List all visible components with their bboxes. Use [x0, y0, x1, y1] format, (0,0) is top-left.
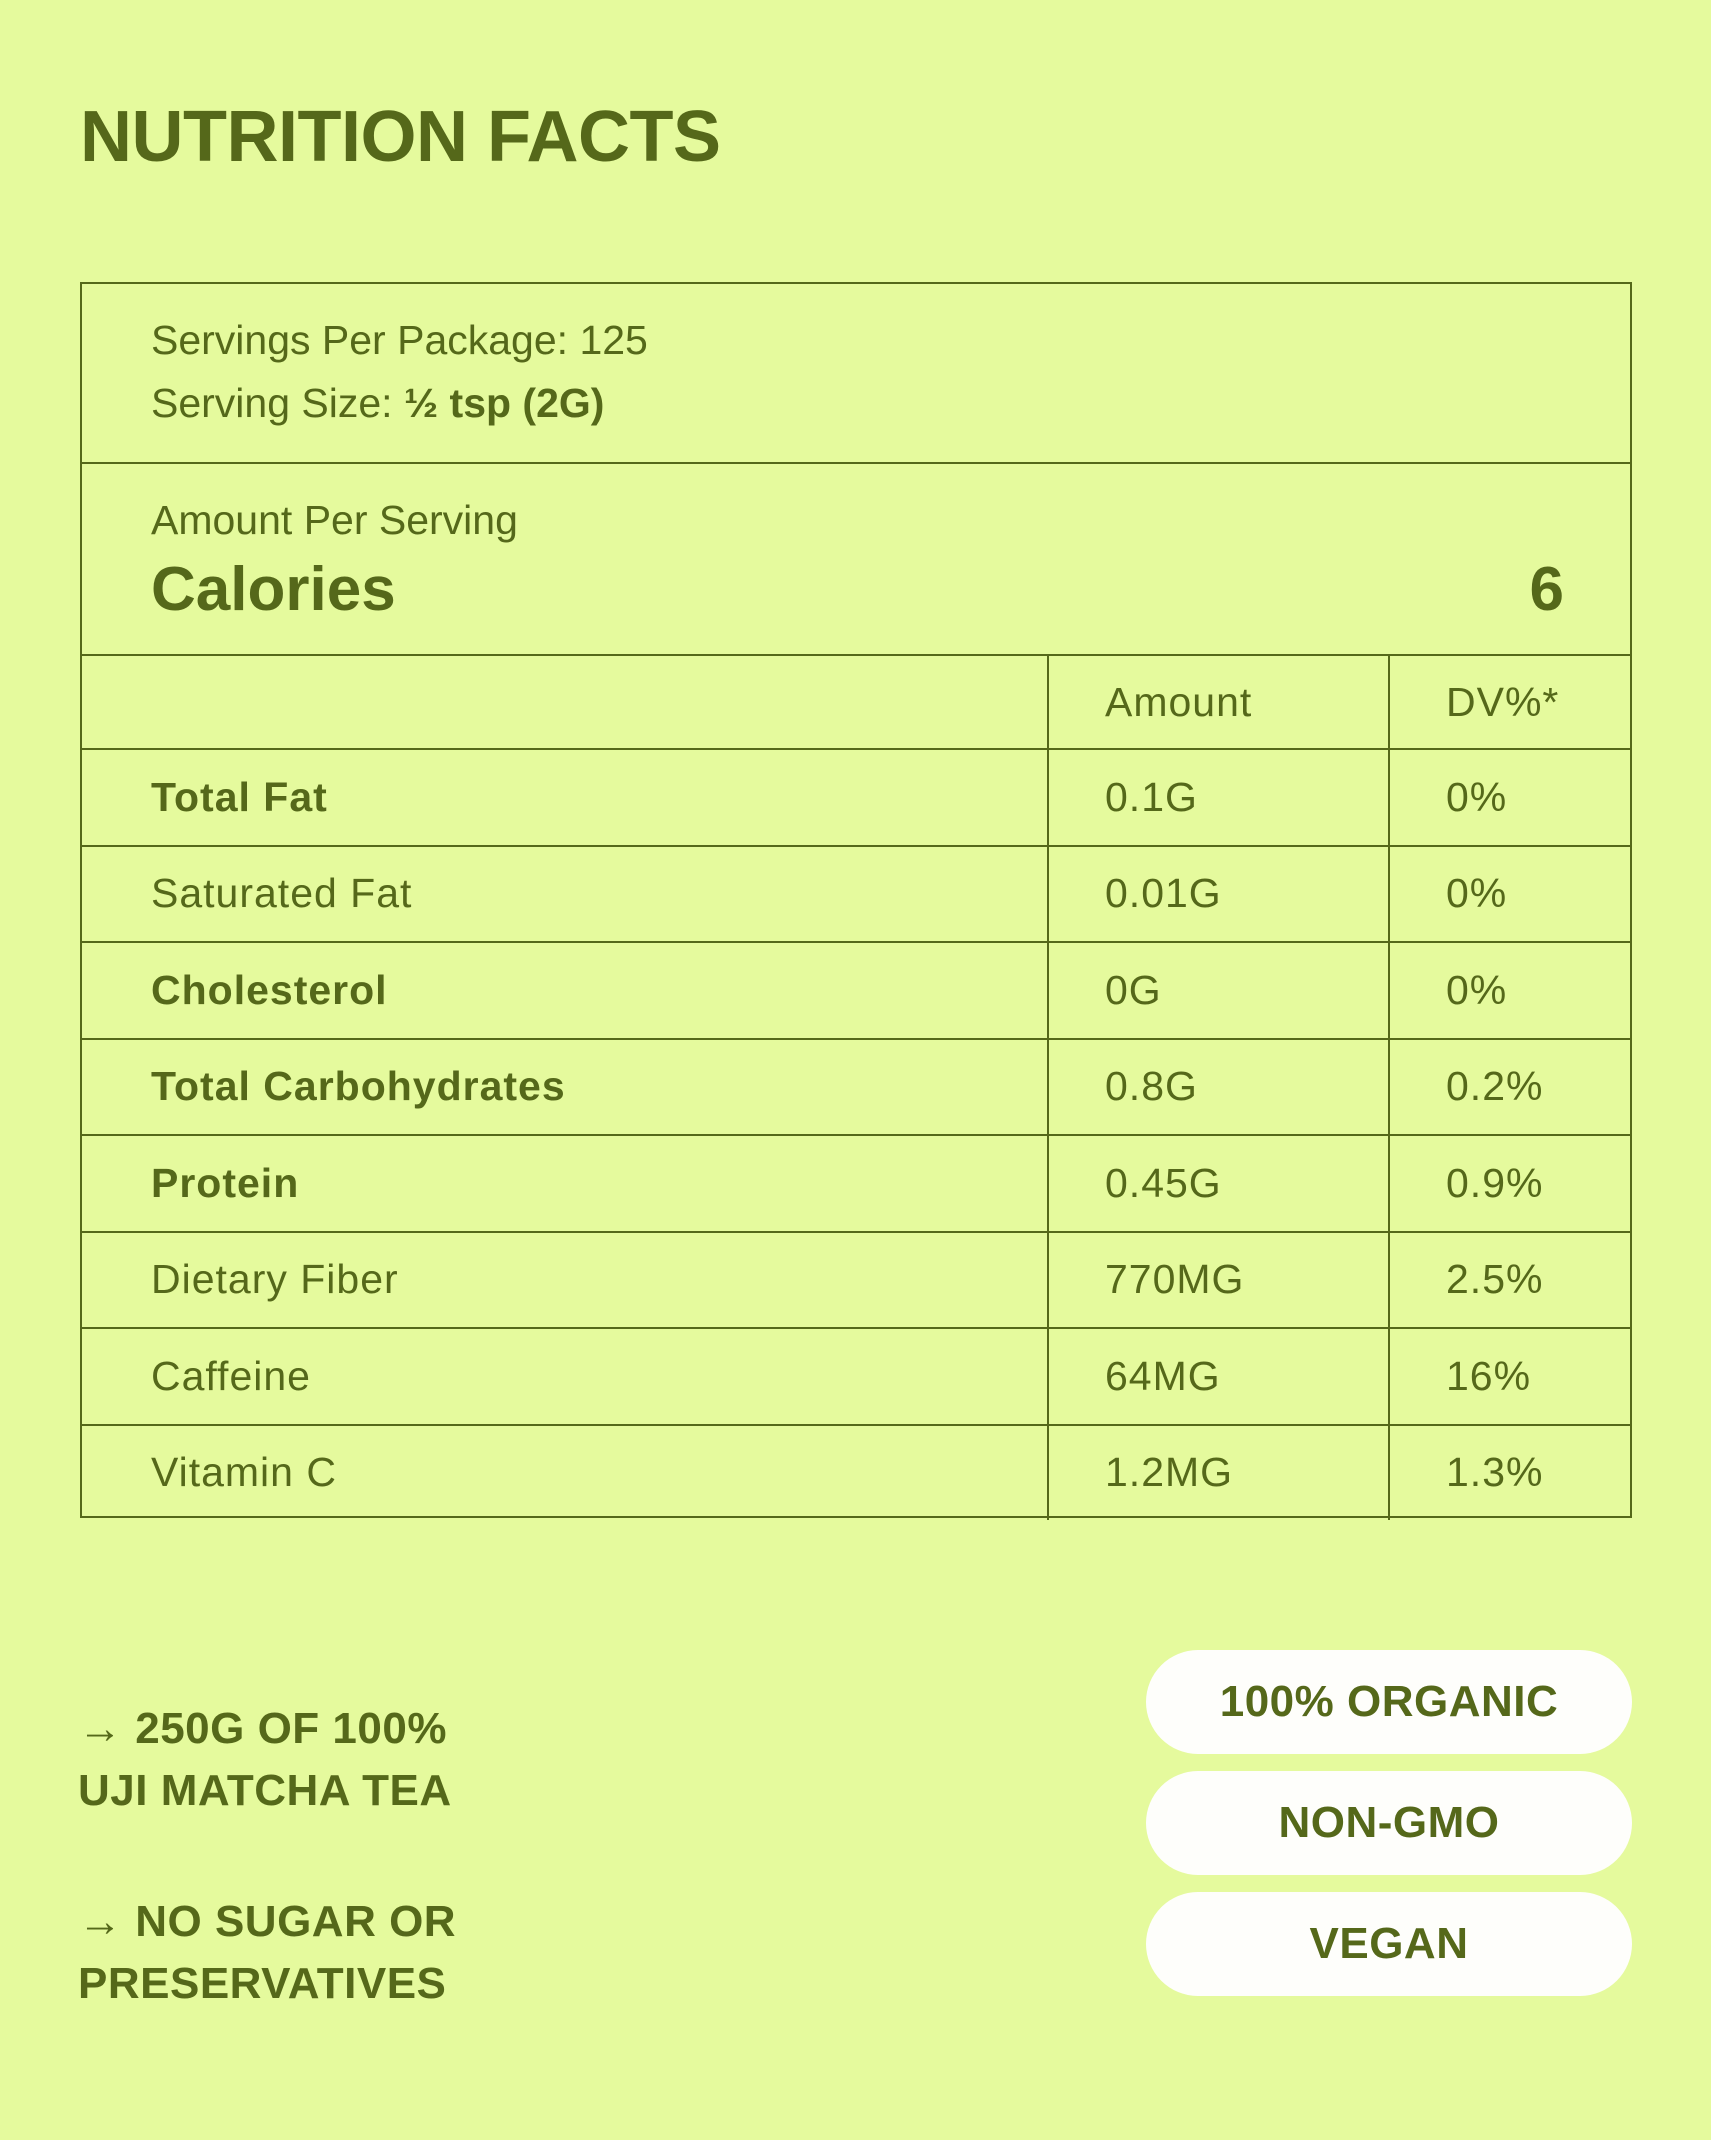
- badge-label: 100% ORGANIC: [1219, 1677, 1559, 1726]
- amount-column-header: Amount: [1047, 656, 1388, 748]
- table-header-row: [82, 654, 1630, 748]
- servings-per-package-line: Servings Per Package: 125: [151, 317, 648, 363]
- table-row: [82, 1134, 1630, 1231]
- nutrient-table: [82, 654, 1630, 1520]
- nutrient-dv: 16%: [1388, 1329, 1630, 1424]
- nutrient-dv: 0%: [1388, 943, 1630, 1038]
- nutrient-name: Saturated Fat: [151, 870, 413, 917]
- empty-header-cell: [82, 656, 1047, 748]
- serving-size-label: Serving Size:: [151, 380, 404, 426]
- nutrient-amount: 1.2MG: [1047, 1426, 1388, 1521]
- table-row: [82, 1038, 1630, 1135]
- nutrient-dv: 0.2%: [1388, 1040, 1630, 1135]
- note-line: UJI MATCHA TEA: [78, 1766, 452, 1816]
- calories-row: [151, 554, 1564, 625]
- page-title: NUTRITION FACTS: [80, 97, 721, 177]
- note-line: → NO SUGAR OR: [78, 1897, 457, 1946]
- amount-per-serving-label: Amount Per Serving: [151, 497, 518, 543]
- nutrient-name: Total Carbohydrates: [151, 1063, 566, 1110]
- note-line: → 250G OF 100%: [78, 1704, 447, 1753]
- nutrient-name: Caffeine: [151, 1352, 311, 1399]
- nutrient-amount: 64MG: [1047, 1329, 1388, 1424]
- nutrient-name: Vitamin C: [151, 1449, 337, 1496]
- table-row: [82, 1231, 1630, 1328]
- nutrient-name: Total Fat: [151, 773, 328, 820]
- nutrient-name: Protein: [151, 1159, 300, 1206]
- nutrient-amount: 0G: [1047, 943, 1388, 1038]
- table-row: [82, 845, 1630, 942]
- table-row: [82, 748, 1630, 845]
- table-row: [82, 1327, 1630, 1424]
- note-line: PRESERVATIVES: [78, 1959, 447, 2009]
- nutrient-name: Cholesterol: [151, 966, 388, 1013]
- nutrient-amount: 0.01G: [1047, 847, 1388, 942]
- serving-size-value: ½ tsp (2G): [403, 380, 605, 426]
- badge-label: VEGAN: [1309, 1919, 1469, 1968]
- calories-value: 6: [1529, 555, 1564, 624]
- note-no-sugar: [78, 1891, 456, 2015]
- nutrient-amount: 770MG: [1047, 1233, 1388, 1328]
- nutrition-facts-panel: [80, 282, 1632, 1518]
- nutrient-dv: 2.5%: [1388, 1233, 1630, 1328]
- nutrient-dv: 0%: [1388, 847, 1630, 942]
- badge-organic: [1146, 1650, 1632, 1754]
- calories-section: [82, 462, 1630, 654]
- dv-column-header: DV%*: [1388, 656, 1630, 748]
- calories-label: Calories: [151, 555, 396, 624]
- badge-vegan: [1146, 1892, 1632, 1996]
- nutrient-amount: 0.1G: [1047, 750, 1388, 845]
- nutrient-amount: 0.8G: [1047, 1040, 1388, 1135]
- note-matcha: [78, 1698, 452, 1822]
- nutrient-name: Dietary Fiber: [151, 1256, 399, 1303]
- badge-list: [1146, 1650, 1632, 1996]
- table-row: [82, 941, 1630, 1038]
- badge-non-gmo: [1146, 1771, 1632, 1875]
- nutrient-dv: 0.9%: [1388, 1136, 1630, 1231]
- serving-size-line: [151, 380, 1564, 426]
- nutrient-dv: 0%: [1388, 750, 1630, 845]
- servings-section: [82, 284, 1630, 462]
- table-row: [82, 1424, 1630, 1521]
- badge-label: NON-GMO: [1278, 1798, 1500, 1847]
- nutrient-dv: 1.3%: [1388, 1426, 1630, 1521]
- nutrient-amount: 0.45G: [1047, 1136, 1388, 1231]
